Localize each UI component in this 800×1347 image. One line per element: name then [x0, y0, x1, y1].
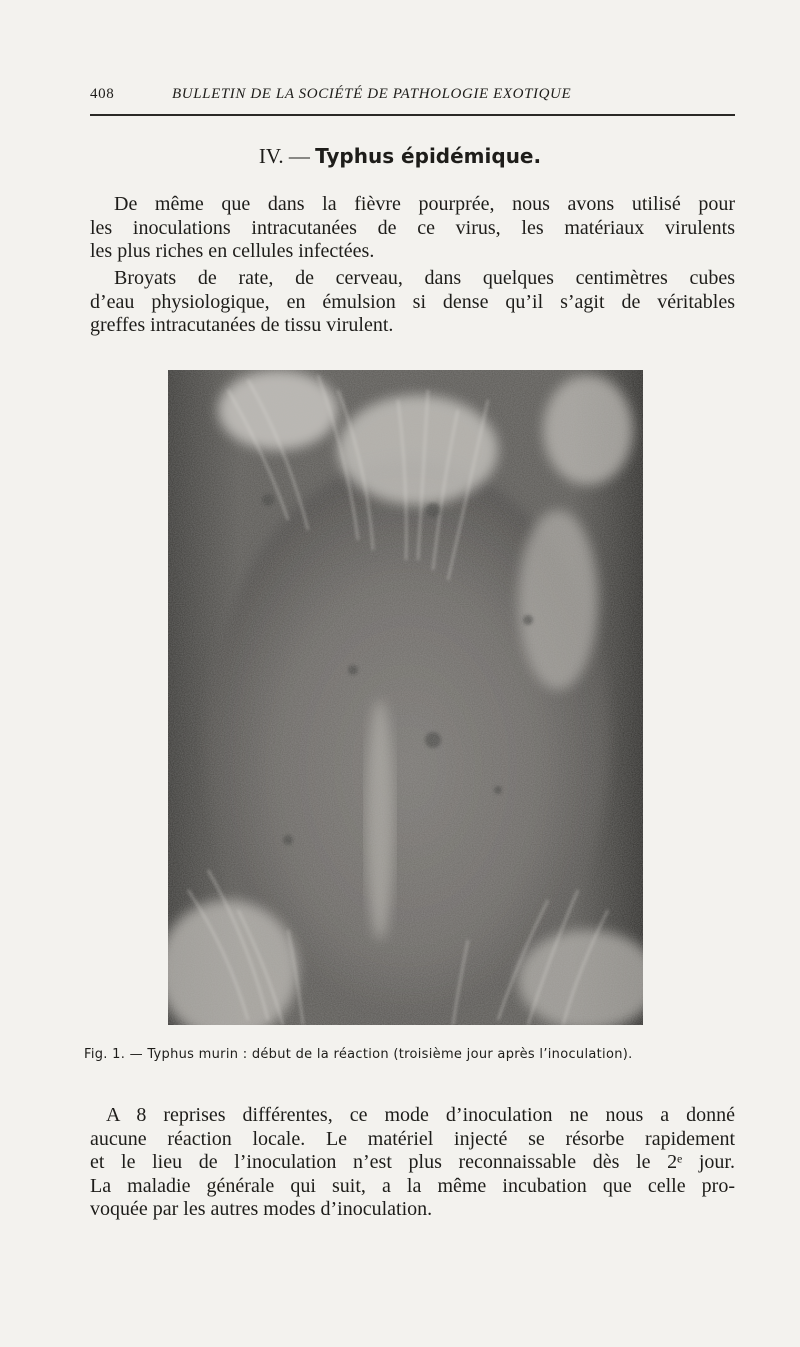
text-line: et le lieu de l’inoculation n’est plus reconnaissable dès le 2ᵉ jour. [90, 1151, 735, 1173]
section-heading [0, 144, 800, 169]
text-line: d’eau physiologique, en émulsion si dense qu’il s’agit de véritables [90, 290, 735, 313]
text-line: A 8 reprises différentes, ce mode d’inoculation ne nous a donné [106, 1104, 735, 1126]
text-line: Broyats de rate, de cerveau, dans quelques centimètres cubes [114, 267, 735, 289]
text-line: voquée par les autres modes d’inoculation. [90, 1198, 433, 1220]
skin-reaction-photo [168, 370, 643, 1025]
text-line: aucune réaction locale. Le matériel injecté se résorbe rapidement [90, 1127, 735, 1150]
figure-photograph [168, 370, 643, 1025]
paragraph-3 [90, 1104, 735, 1222]
text-line: De même que dans la fièvre pourprée, nous avons utilisé pour [114, 193, 735, 215]
text-line: greffes intracutanées de tissu virulent. [90, 314, 394, 336]
journal-running-title: BULLETIN DE LA SOCIÉTÉ DE PATHOLOGIE EXOTIQUE [172, 86, 572, 102]
paragraph-1 [90, 193, 735, 264]
text-line: les plus riches en cellules infectées. [90, 240, 375, 262]
text-line: les inoculations intracutanées de ce virus, les matériaux virulents [90, 216, 735, 239]
header-rule [90, 114, 735, 116]
section-numeral: IV. — [258, 144, 310, 168]
text-line: La maladie générale qui suit, a la même incubation que celle pro- [90, 1174, 735, 1197]
page-number: 408 [90, 86, 115, 102]
figure-caption: Fig. 1. — Typhus murin : début de la réaction (troisième jour après l’inoculation). [84, 1047, 633, 1062]
section-title: Typhus épidémique. [315, 144, 542, 168]
paragraph-2 [90, 267, 735, 338]
